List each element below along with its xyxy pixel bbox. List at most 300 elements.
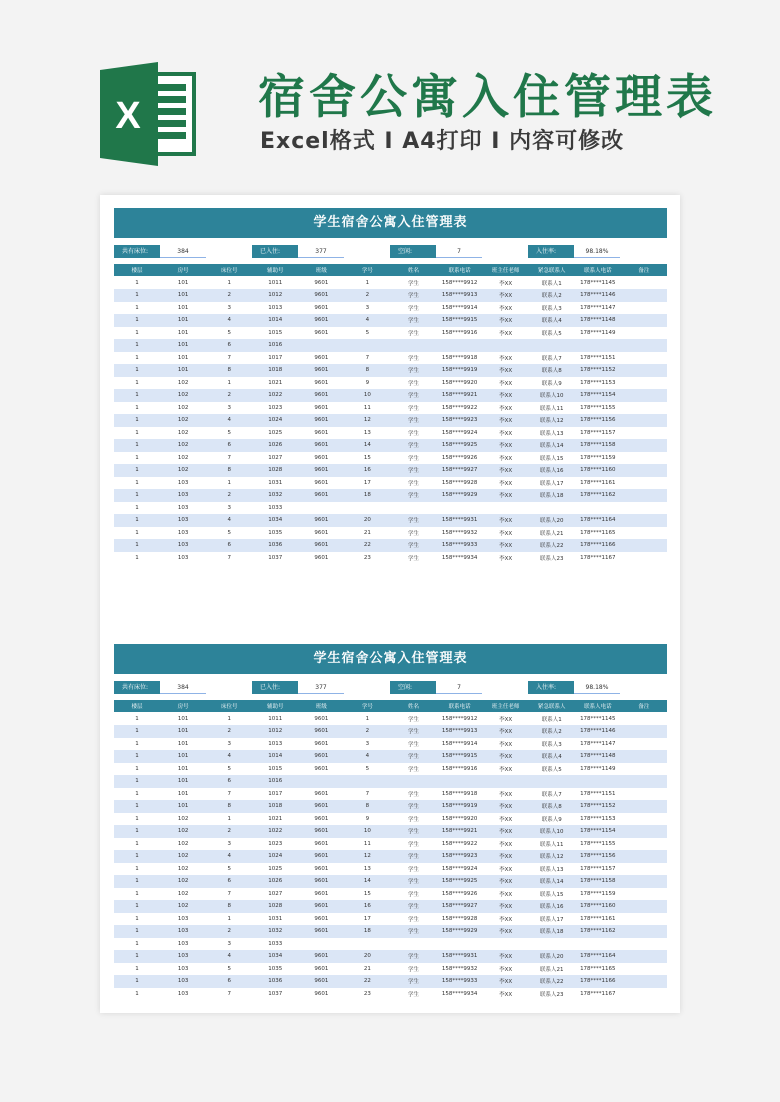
table-cell[interactable]: 1035 xyxy=(268,965,283,972)
table-cell[interactable]: 103 xyxy=(160,514,206,527)
table-cell[interactable]: 1034 xyxy=(252,950,298,963)
table-cell[interactable]: 158****9915 xyxy=(437,314,483,327)
table-cell[interactable]: 158****9922 xyxy=(441,404,478,411)
table-cell[interactable]: 1 xyxy=(114,850,160,863)
table-cell[interactable]: 103 xyxy=(160,950,206,963)
table-cell[interactable] xyxy=(621,950,667,963)
table-cell[interactable]: 1 xyxy=(135,865,139,872)
table-cell[interactable]: 158****9916 xyxy=(441,765,478,772)
table-cell[interactable]: 1 xyxy=(135,379,139,386)
table-cell[interactable]: 学生 xyxy=(390,900,436,913)
table-cell[interactable]: 9601 xyxy=(314,740,329,747)
table-cell[interactable]: 178****1151 xyxy=(580,790,616,797)
table-cell[interactable]: 178****1159 xyxy=(580,890,616,897)
table-cell[interactable]: 5 xyxy=(365,329,370,336)
table-cell[interactable]: 9601 xyxy=(314,840,329,847)
table-cell[interactable]: 1 xyxy=(114,339,160,352)
table-cell[interactable]: 9601 xyxy=(314,329,329,336)
table-cell[interactable]: 李XX xyxy=(499,891,513,898)
table-cell[interactable]: 2 xyxy=(206,725,252,738)
table-cell[interactable]: 李XX xyxy=(483,850,529,863)
table-cell[interactable]: 103 xyxy=(177,504,189,511)
table-cell[interactable] xyxy=(621,838,667,851)
table-cell[interactable]: 李XX xyxy=(483,314,529,327)
table-cell[interactable]: 学生 xyxy=(390,439,436,452)
table-cell[interactable]: 1 xyxy=(227,915,231,922)
table-cell[interactable]: 9601 xyxy=(314,790,329,797)
table-cell[interactable]: 李XX xyxy=(483,800,529,813)
table-cell[interactable]: 学生 xyxy=(390,414,436,427)
table-cell[interactable]: 1027 xyxy=(268,890,283,897)
table-cell[interactable]: 1 xyxy=(135,890,139,897)
table-cell[interactable]: 7 xyxy=(227,990,231,997)
table-cell[interactable]: 1026 xyxy=(252,875,298,888)
table-cell[interactable]: 1011 xyxy=(268,280,283,286)
table-cell[interactable] xyxy=(437,775,483,788)
table-cell[interactable]: 17 xyxy=(363,915,371,922)
table-cell[interactable]: 9601 xyxy=(314,404,329,411)
table-cell[interactable] xyxy=(344,938,390,951)
table-cell[interactable] xyxy=(529,938,575,951)
table-cell[interactable]: 9601 xyxy=(298,750,344,763)
table-cell[interactable]: 李XX xyxy=(499,991,513,998)
table-cell[interactable]: 9601 xyxy=(314,479,329,486)
table-cell[interactable]: 158****9931 xyxy=(437,514,483,527)
table-cell[interactable]: 2 xyxy=(206,925,252,938)
table-cell[interactable]: 178****1162 xyxy=(575,489,621,502)
table-cell[interactable]: 联系人16 xyxy=(529,464,575,477)
table-cell[interactable]: 学生 xyxy=(390,314,436,327)
table-cell[interactable]: 9601 xyxy=(314,765,329,772)
table-cell[interactable] xyxy=(621,414,667,427)
table-cell[interactable] xyxy=(437,502,483,515)
table-cell[interactable]: 李XX xyxy=(499,816,513,823)
table-cell[interactable]: 联系人10 xyxy=(529,825,575,838)
table-cell[interactable]: 1 xyxy=(227,479,231,486)
table-cell[interactable]: 1017 xyxy=(268,790,283,797)
column-header[interactable]: 房号 xyxy=(160,264,206,277)
table-cell[interactable]: 9 xyxy=(365,815,370,822)
table-cell[interactable]: 3 xyxy=(227,940,231,947)
table-cell[interactable]: 学生 xyxy=(390,539,436,552)
table-cell[interactable]: 4 xyxy=(344,750,390,763)
table-cell[interactable]: 178****1155 xyxy=(580,404,616,411)
table-cell[interactable] xyxy=(390,502,436,515)
table-cell[interactable]: 李XX xyxy=(499,355,513,362)
table-cell[interactable] xyxy=(390,339,436,352)
table-cell[interactable]: 1 xyxy=(135,765,139,772)
table-cell[interactable]: 1 xyxy=(114,514,160,527)
table-cell[interactable]: 联系人11 xyxy=(539,405,564,412)
table-cell[interactable]: 178****1165 xyxy=(580,965,616,972)
table-cell[interactable]: 102 xyxy=(160,850,206,863)
table-cell[interactable]: 联系人17 xyxy=(539,916,564,923)
table-cell[interactable]: 9601 xyxy=(314,280,329,286)
table-cell[interactable]: 178****1161 xyxy=(580,915,616,922)
table-cell[interactable] xyxy=(621,439,667,452)
table-cell[interactable]: 1031 xyxy=(268,479,283,486)
table-cell[interactable]: 102 xyxy=(160,414,206,427)
table-cell[interactable]: 4 xyxy=(206,950,252,963)
table-cell[interactable]: 158****9915 xyxy=(437,750,483,763)
table-cell[interactable] xyxy=(621,489,667,502)
table-cell[interactable]: 178****1162 xyxy=(575,925,621,938)
table-cell[interactable]: 9 xyxy=(365,379,370,386)
table-cell[interactable]: 学生 xyxy=(390,850,436,863)
table-cell[interactable]: 15 xyxy=(363,454,371,461)
table-cell[interactable]: 158****9934 xyxy=(441,990,478,997)
table-cell[interactable]: 联系人22 xyxy=(529,539,575,552)
table-cell[interactable]: 1016 xyxy=(252,775,298,788)
table-cell[interactable]: 1014 xyxy=(252,750,298,763)
table-cell[interactable] xyxy=(621,364,667,377)
table-cell[interactable]: 学生 xyxy=(390,364,436,377)
table-cell[interactable]: 101 xyxy=(160,800,206,813)
table-cell[interactable]: 101 xyxy=(177,790,189,797)
column-header[interactable]: 班级 xyxy=(298,700,344,713)
table-cell[interactable] xyxy=(483,339,529,352)
table-cell[interactable]: 178****1164 xyxy=(575,950,621,963)
table-cell[interactable]: 联系人12 xyxy=(529,850,575,863)
table-cell[interactable] xyxy=(621,389,667,402)
table-cell[interactable]: 李XX xyxy=(483,414,529,427)
table-cell[interactable]: 178****1156 xyxy=(575,414,621,427)
table-cell[interactable]: 158****9931 xyxy=(437,950,483,963)
table-cell[interactable] xyxy=(621,925,667,938)
summary-value[interactable]: 7 xyxy=(436,245,482,258)
table-cell[interactable] xyxy=(621,850,667,863)
table-cell[interactable]: 1 xyxy=(365,716,370,722)
table-cell[interactable]: 158****9920 xyxy=(441,815,478,822)
table-cell[interactable]: 1015 xyxy=(268,765,283,772)
table-cell[interactable]: 101 xyxy=(160,775,206,788)
table-cell[interactable]: 9601 xyxy=(298,389,344,402)
table-cell[interactable] xyxy=(621,938,667,951)
table-cell[interactable]: 9601 xyxy=(298,464,344,477)
table-cell[interactable]: 1018 xyxy=(252,800,298,813)
table-cell[interactable] xyxy=(621,863,667,876)
table-cell[interactable]: 学生 xyxy=(408,305,420,312)
table-cell[interactable]: 学生 xyxy=(390,750,436,763)
table-cell[interactable]: 8 xyxy=(206,800,252,813)
table-cell[interactable]: 6 xyxy=(206,439,252,452)
table-cell[interactable] xyxy=(529,502,575,515)
table-cell[interactable]: 3 xyxy=(227,404,231,411)
table-cell[interactable]: 1033 xyxy=(268,940,283,947)
table-cell[interactable]: 6 xyxy=(206,875,252,888)
column-header[interactable]: 备注 xyxy=(621,264,667,277)
table-cell[interactable]: 158****9921 xyxy=(437,389,483,402)
table-cell[interactable]: 178****1159 xyxy=(580,454,616,461)
table-cell[interactable]: 3 xyxy=(227,840,231,847)
table-cell[interactable]: 学生 xyxy=(408,966,420,973)
table-cell[interactable]: 158****9913 xyxy=(437,725,483,738)
table-cell[interactable]: 1 xyxy=(114,464,160,477)
table-cell[interactable]: 2 xyxy=(206,825,252,838)
table-cell[interactable]: 9601 xyxy=(298,289,344,302)
table-cell[interactable]: 102 xyxy=(160,439,206,452)
table-cell[interactable]: 158****9933 xyxy=(437,975,483,988)
table-cell[interactable]: 联系人16 xyxy=(529,900,575,913)
table-cell[interactable]: 158****9920 xyxy=(441,379,478,386)
table-cell[interactable]: 1013 xyxy=(268,740,283,747)
table-cell[interactable] xyxy=(621,788,667,801)
table-cell[interactable]: 101 xyxy=(177,354,189,361)
table-cell[interactable]: 1 xyxy=(114,389,160,402)
table-cell[interactable]: 学生 xyxy=(408,555,420,562)
table-cell[interactable]: 联系人4 xyxy=(529,314,575,327)
table-cell[interactable]: 联系人9 xyxy=(541,380,562,387)
summary-value[interactable]: 377 xyxy=(298,245,344,258)
table-cell[interactable]: 1 xyxy=(114,439,160,452)
table-cell[interactable]: 学生 xyxy=(408,405,420,412)
table-cell[interactable]: 联系人3 xyxy=(541,741,562,748)
table-cell[interactable]: 学生 xyxy=(390,289,436,302)
table-cell[interactable]: 7 xyxy=(227,554,231,561)
table-cell[interactable]: 158****9927 xyxy=(437,900,483,913)
table-cell[interactable]: 158****9928 xyxy=(441,915,478,922)
table-cell[interactable]: 12 xyxy=(344,850,390,863)
table-cell[interactable]: 联系人11 xyxy=(539,841,564,848)
table-cell[interactable]: 10 xyxy=(344,825,390,838)
table-cell[interactable]: 1037 xyxy=(268,554,283,561)
table-cell[interactable]: 9601 xyxy=(298,539,344,552)
table-cell[interactable]: 1022 xyxy=(252,389,298,402)
table-cell[interactable]: 1027 xyxy=(268,454,283,461)
table-cell[interactable]: 14 xyxy=(344,439,390,452)
table-cell[interactable]: 1028 xyxy=(252,900,298,913)
table-cell[interactable]: 李XX xyxy=(483,539,529,552)
table-cell[interactable]: 1036 xyxy=(252,975,298,988)
table-cell[interactable]: 7 xyxy=(227,354,231,361)
table-cell[interactable] xyxy=(298,339,344,352)
table-cell[interactable]: 178****1152 xyxy=(575,364,621,377)
table-cell[interactable] xyxy=(575,775,621,788)
table-cell[interactable]: 158****9912 xyxy=(441,280,478,286)
table-cell[interactable]: 1 xyxy=(135,915,139,922)
table-cell[interactable]: 1 xyxy=(135,504,139,511)
table-cell[interactable]: 联系人12 xyxy=(529,414,575,427)
column-header[interactable]: 备注 xyxy=(621,700,667,713)
table-cell[interactable]: 学生 xyxy=(408,530,420,537)
table-cell[interactable]: 178****1145 xyxy=(580,716,616,722)
table-cell[interactable]: 2 xyxy=(206,289,252,302)
table-cell[interactable]: 联系人21 xyxy=(539,966,564,973)
table-cell[interactable] xyxy=(621,302,667,315)
table-cell[interactable]: 学生 xyxy=(408,430,420,437)
table-cell[interactable]: 1025 xyxy=(268,429,283,436)
column-header[interactable]: 辅助号 xyxy=(252,264,298,277)
table-cell[interactable]: 学生 xyxy=(408,991,420,998)
table-cell[interactable]: 9601 xyxy=(298,825,344,838)
table-cell[interactable]: 学生 xyxy=(390,975,436,988)
table-cell[interactable]: 3 xyxy=(227,304,231,311)
table-cell[interactable]: 102 xyxy=(177,404,189,411)
table-cell[interactable]: 联系人18 xyxy=(529,925,575,938)
table-cell[interactable] xyxy=(621,314,667,327)
table-cell[interactable]: 178****1148 xyxy=(575,314,621,327)
table-cell[interactable]: 178****1158 xyxy=(575,439,621,452)
table-cell[interactable]: 李XX xyxy=(499,791,513,798)
table-cell[interactable]: 158****9912 xyxy=(441,716,478,722)
table-cell[interactable]: 1 xyxy=(114,950,160,963)
table-cell[interactable]: 学生 xyxy=(390,489,436,502)
table-cell[interactable]: 158****9924 xyxy=(441,865,478,872)
table-cell[interactable]: 9601 xyxy=(298,875,344,888)
table-cell[interactable]: 1012 xyxy=(252,289,298,302)
table-cell[interactable]: 101 xyxy=(160,339,206,352)
table-cell[interactable]: 1 xyxy=(135,815,139,822)
table-cell[interactable]: 1 xyxy=(135,429,139,436)
table-cell[interactable]: 联系人20 xyxy=(529,514,575,527)
table-cell[interactable]: 20 xyxy=(344,950,390,963)
table-cell[interactable]: 9601 xyxy=(298,850,344,863)
table-cell[interactable]: 学生 xyxy=(408,916,420,923)
table-cell[interactable]: 9601 xyxy=(314,990,329,997)
table-cell[interactable]: 103 xyxy=(177,479,189,486)
table-cell[interactable]: 1 xyxy=(227,716,231,722)
table-cell[interactable]: 14 xyxy=(344,875,390,888)
table-cell[interactable]: 李XX xyxy=(499,380,513,387)
table-cell[interactable]: 12 xyxy=(344,414,390,427)
table-cell[interactable]: 158****9927 xyxy=(437,464,483,477)
table-cell[interactable]: 1022 xyxy=(252,825,298,838)
table-cell[interactable]: 178****1154 xyxy=(575,825,621,838)
table-cell[interactable]: 9601 xyxy=(314,554,329,561)
table-cell[interactable]: 联系人14 xyxy=(529,875,575,888)
table-cell[interactable] xyxy=(621,988,667,1001)
table-cell[interactable] xyxy=(621,975,667,988)
column-header[interactable]: 紧急联系人 xyxy=(529,700,575,713)
table-cell[interactable]: 4 xyxy=(206,750,252,763)
table-cell[interactable]: 21 xyxy=(363,965,371,972)
column-header[interactable]: 联系人电话 xyxy=(575,264,621,277)
table-cell[interactable]: 1028 xyxy=(252,464,298,477)
table-cell[interactable]: 李XX xyxy=(483,975,529,988)
table-cell[interactable]: 学生 xyxy=(408,841,420,848)
table-cell[interactable]: 学生 xyxy=(390,725,436,738)
table-cell[interactable]: 178****1157 xyxy=(580,865,616,872)
table-cell[interactable]: 3 xyxy=(365,304,370,311)
table-cell[interactable] xyxy=(344,775,390,788)
table-cell[interactable]: 李XX xyxy=(499,330,513,337)
table-cell[interactable] xyxy=(621,888,667,901)
table-cell[interactable]: 103 xyxy=(160,925,206,938)
table-cell[interactable] xyxy=(390,938,436,951)
table-cell[interactable] xyxy=(621,750,667,763)
table-cell[interactable]: 5 xyxy=(365,765,370,772)
table-cell[interactable]: 103 xyxy=(177,554,189,561)
table-cell[interactable] xyxy=(621,514,667,527)
table-cell[interactable]: 学生 xyxy=(408,330,420,337)
table-cell[interactable]: 9601 xyxy=(298,950,344,963)
table-cell[interactable]: 178****1151 xyxy=(580,354,616,361)
table-cell[interactable]: 1 xyxy=(114,925,160,938)
table-cell[interactable]: 联系人14 xyxy=(529,439,575,452)
table-cell[interactable]: 学生 xyxy=(408,816,420,823)
table-cell[interactable] xyxy=(621,289,667,302)
table-cell[interactable] xyxy=(390,775,436,788)
table-cell[interactable]: 9601 xyxy=(314,815,329,822)
table-cell[interactable]: 9601 xyxy=(314,354,329,361)
table-cell[interactable]: 李XX xyxy=(483,439,529,452)
table-cell[interactable] xyxy=(621,452,667,465)
table-cell[interactable]: 102 xyxy=(160,464,206,477)
table-cell[interactable]: 学生 xyxy=(408,791,420,798)
table-cell[interactable]: 联系人10 xyxy=(529,389,575,402)
table-cell[interactable]: 1024 xyxy=(252,850,298,863)
table-cell[interactable]: 1 xyxy=(135,790,139,797)
table-cell[interactable]: 158****9926 xyxy=(441,454,478,461)
table-cell[interactable]: 李XX xyxy=(499,766,513,773)
table-cell[interactable]: 5 xyxy=(227,965,231,972)
table-cell[interactable]: 联系人15 xyxy=(539,455,564,462)
table-cell[interactable]: 9601 xyxy=(314,304,329,311)
table-cell[interactable]: 李XX xyxy=(483,725,529,738)
table-cell[interactable]: 2 xyxy=(206,389,252,402)
table-cell[interactable]: 1 xyxy=(114,539,160,552)
table-cell[interactable]: 1 xyxy=(114,900,160,913)
table-cell[interactable]: 1021 xyxy=(268,379,283,386)
table-cell[interactable]: 23 xyxy=(363,990,371,997)
table-cell[interactable]: 李XX xyxy=(499,741,513,748)
table-cell[interactable] xyxy=(575,339,621,352)
table-cell[interactable]: 学生 xyxy=(408,766,420,773)
table-cell[interactable]: 1 xyxy=(114,289,160,302)
table-cell[interactable] xyxy=(621,738,667,751)
table-cell[interactable]: 102 xyxy=(160,389,206,402)
table-cell[interactable]: 8 xyxy=(344,364,390,377)
table-cell[interactable]: 李XX xyxy=(499,480,513,487)
table-cell[interactable]: 9601 xyxy=(298,900,344,913)
table-cell[interactable]: 178****1149 xyxy=(580,765,616,772)
table-cell[interactable]: 1 xyxy=(114,775,160,788)
table-cell[interactable]: 21 xyxy=(363,529,371,536)
table-cell[interactable]: 3 xyxy=(227,504,231,511)
table-cell[interactable]: 178****1148 xyxy=(575,750,621,763)
table-cell[interactable] xyxy=(529,775,575,788)
table-cell[interactable]: 22 xyxy=(344,975,390,988)
table-cell[interactable]: 178****1146 xyxy=(575,725,621,738)
table-cell[interactable]: 1 xyxy=(135,479,139,486)
table-cell[interactable]: 158****9919 xyxy=(437,364,483,377)
table-cell[interactable]: 1033 xyxy=(268,504,283,511)
table-cell[interactable]: 联系人17 xyxy=(539,480,564,487)
table-cell[interactable]: 联系人7 xyxy=(541,791,562,798)
table-cell[interactable]: 联系人8 xyxy=(529,364,575,377)
table-cell[interactable]: 7 xyxy=(227,790,231,797)
table-cell[interactable] xyxy=(483,502,529,515)
table-cell[interactable]: 李XX xyxy=(499,430,513,437)
table-cell[interactable]: 158****9918 xyxy=(441,354,478,361)
table-cell[interactable]: 9601 xyxy=(314,529,329,536)
table-cell[interactable]: 101 xyxy=(160,289,206,302)
table-cell[interactable]: 101 xyxy=(177,765,189,772)
table-cell[interactable]: 联系人5 xyxy=(541,766,562,773)
table-cell[interactable]: 102 xyxy=(177,429,189,436)
table-cell[interactable]: 103 xyxy=(177,940,189,947)
table-cell[interactable]: 1 xyxy=(135,529,139,536)
table-cell[interactable]: 联系人2 xyxy=(529,725,575,738)
table-cell[interactable]: 158****9928 xyxy=(441,479,478,486)
table-cell[interactable]: 1016 xyxy=(252,339,298,352)
table-cell[interactable]: 1 xyxy=(114,975,160,988)
table-cell[interactable]: 1 xyxy=(114,364,160,377)
table-cell[interactable]: 18 xyxy=(344,489,390,502)
summary-value[interactable]: 384 xyxy=(160,681,206,694)
table-cell[interactable]: 李XX xyxy=(499,305,513,312)
table-cell[interactable] xyxy=(621,339,667,352)
